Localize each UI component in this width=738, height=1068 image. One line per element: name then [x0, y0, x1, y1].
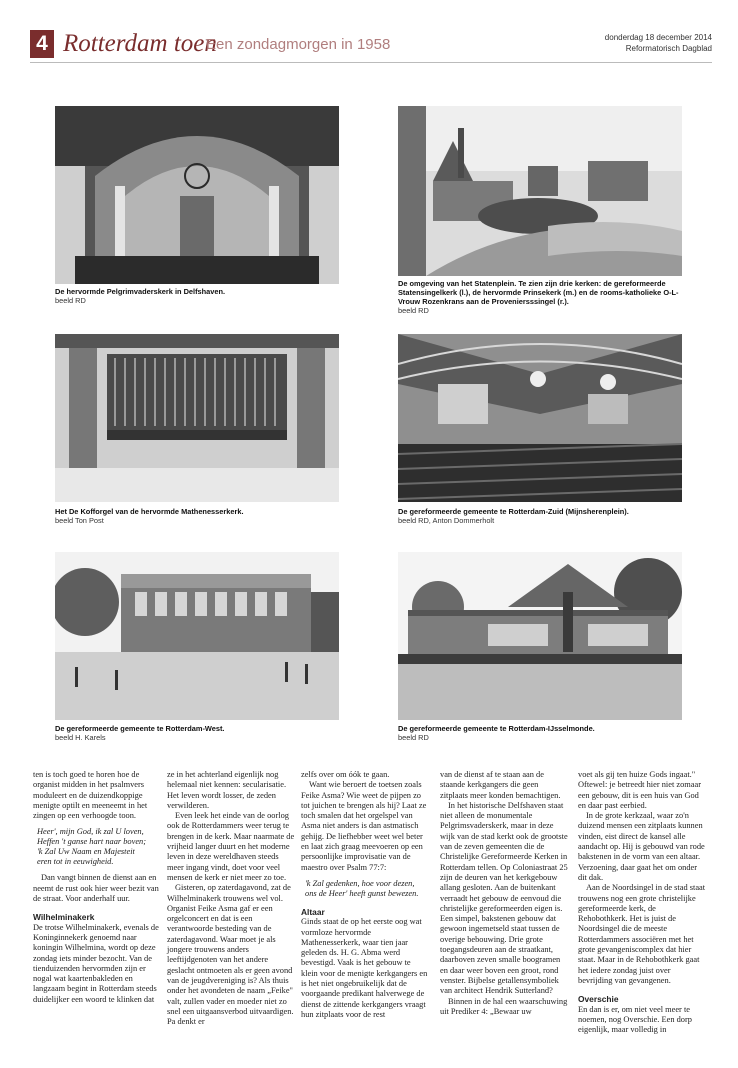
article-paragraph: Aan de Noordsingel in de stad staat trouwens nog een grote christelijke gereformeerde kerk, de Rehobothkerk. Het is juist de Noordsingel die de meeste Rotterdammers associëren met het grote gevangeniscomplex dat hier staat. Maar in de Rehobothkerk gaat het iedere zondag juist over bevrijding van gevangenen.: [578, 883, 706, 985]
quote-line: 'k Zal gedenken, hoe voor dezen,: [305, 878, 415, 888]
caption-text: De omgeving van het Statenplein. Te zien zijn drie kerken: de gereformeerde Statensingelkerk (l.), de hervormde Prinsekerk (m.) en de rooms-katholieke O-L-Vrouw Rozenkrans aan de Proveniersssingel (r.).: [398, 279, 679, 306]
psalm-quote: [305, 879, 429, 899]
caption-text: De gereformeerde gemeente te Rotterdam-Zuid (Mijnsherenplein).: [398, 507, 629, 516]
article-column-4: [440, 770, 568, 1017]
article-column-2: [167, 770, 295, 1027]
article-column-3: [301, 770, 429, 1020]
subheading-overschie: Overschie: [578, 994, 619, 1005]
quote-line: Heer', mijn God, ik zal U loven,: [37, 827, 144, 837]
caption-text: De gereformeerde gemeente te Rotterdam-West.: [55, 724, 225, 733]
photo-rotterdam-ijsselmonde: [398, 552, 682, 720]
quote-line: ons de Heer' heeft gunst bewezen.: [305, 888, 419, 898]
quote-line: eren tot in eeuwigheid.: [37, 857, 114, 867]
article-paragraph: Ginds staat de op het eerste oog wat vormloze hervormde Mathenesserkerk, waar tien jaar geleden ds. H. G. Abma werd bevestigd. Vaak is het gebouw te klein voor de menigte kerkgangers en is het niet ongebruikelijk dat de voorgaande predikant halverwege de dienst de zittende kerkgangers vraagt hun zitplaats voor de rest: [301, 917, 428, 1019]
article-paragraph: Even leek het einde van de oorlog ook de Rotterdammers weer terug te brengen in de kerk. Maar naarmate de vrijheid langer duurt en het moderne leven in deze wereldhaven steeds meer ingang vindt, doet voor veel mensen de kerk er niet meer zo toe.: [167, 811, 295, 882]
article-paragraph: ten is toch goed te horen hoe de organist midden in het psalmvers moduleert en de duizendkoppige menigte optilt en meeneemt in het zingen op een verhoogde toon.: [33, 770, 148, 821]
article-column-5: [578, 770, 706, 1035]
subheading-wilhelminakerk: Wilhelminakerk: [33, 912, 95, 923]
photo-caption-4: [398, 507, 682, 525]
article-paragraph: zelfs over om óók te gaan.: [301, 770, 390, 779]
article-paragraph: En dan is er, om niet veel meer te noemen, nog Overschie. Een dorp eigenlijk, maar volledig in: [578, 1004, 692, 1035]
psalm-quote: [37, 827, 161, 867]
page-number: 4: [30, 30, 54, 58]
photo-caption-3: [55, 507, 339, 525]
photo-rotterdam-zuid: [398, 334, 682, 502]
photo-rotterdam-west: [55, 552, 339, 720]
article-paragraph: ze in het achterland eigenlijk nog helemaal niet kennen: secularisatie. Het leven wordt losser, de zeden verwilderen.: [167, 770, 287, 810]
caption-text: Het De Kofforgel van de hervormde Mathenesserkerk.: [55, 507, 244, 516]
quote-line: 'k Zal Uw Naam en Majesteit: [37, 847, 135, 857]
photo-mathenesserkerk-organ: [55, 334, 339, 502]
article-paragraph: De trotse Wilhelminakerk, evenals de Koninginnekerk genoemd naar koningin Wilhelmina, wordt op deze zondag iets minder bezocht. Van de tienduizenden hervormden zijn er nogal wat kaartenbakleden en langzaam begint in Rotterdam steeds duidelijker een woord te klinken dat: [33, 922, 159, 1004]
photo-credit: beeld RD: [398, 306, 429, 315]
caption-text: De gereformeerde gemeente te Rotterdam-IJsselmonde.: [398, 724, 595, 733]
subheading-altaar: Altaar: [301, 906, 325, 917]
article-paragraph: In de grote kerkzaal, waar zo'n duizend mensen een zitplaats kunnen vinden, eist direct de kansel alle aandacht op. Hij is gebouwd van rode bakstenen in de vorm van een altaar. Verzoening, daar gaat het om onder dit dak.: [578, 811, 705, 882]
article-paragraph: Dan vangt binnen de dienst aan en neemt de rust ook hier weer bezit van de straat. Voor anderhalf uur.: [33, 873, 159, 904]
quote-line: Heffen 't ganse hart naar boven;: [37, 837, 147, 847]
photo-credit: beeld RD: [55, 296, 86, 305]
article-column-1: [33, 770, 161, 1005]
page-header: [30, 28, 712, 62]
publication-date: donderdag 18 december 2014: [604, 33, 712, 42]
article-paragraph: van de dienst af te staan aan de staande kerkgangers die geen zitplaats meer konden bemachtigen.: [440, 770, 561, 800]
section-title: Rotterdam toen: [63, 30, 217, 57]
photo-pelgrimvaderskerk: [55, 106, 339, 284]
photo-caption-6: [398, 724, 682, 742]
section-subtitle: Een zondagmorgen in 1958: [206, 36, 391, 53]
photo-credit: beeld RD, Anton Dommerholt: [398, 516, 495, 525]
photo-credit: beeld H. Karels: [55, 733, 106, 742]
article-paragraph: Want wie beroert de toetsen zoals Feike Asma? Wie weet de pijpen zo tot juichen te brengen als hij? Laat ze toch smalen dat het orgelspel van Asma niet anders is dan astmatisch gehijg. De liefhebber weet wel beter en laat zich graag meevoeren op een persoonlijke improvisatie van de maestro over Psalm 77:7:: [301, 780, 427, 872]
caption-text: De hervormde Pelgrimvaderskerk in Delfshaven.: [55, 287, 226, 296]
header-divider: [30, 62, 712, 63]
photo-caption-2: [398, 279, 688, 315]
photo-caption-1: [55, 287, 339, 305]
photo-credit: beeld Ton Post: [55, 516, 104, 525]
photo-statenplein: [398, 106, 682, 276]
masthead: [605, 32, 712, 54]
newspaper-name: Reformatorisch Dagblad: [625, 44, 712, 53]
article-paragraph: Binnen in de hal een waarschuwing uit Prediker 4: „Bewaar uw: [440, 996, 568, 1016]
article-paragraph: voet als gij ten huize Gods ingaat." Oftewel: je betreedt hier niet zomaar een gebouw, dit is een huis van God en daar past eerbied.: [578, 770, 702, 810]
article-paragraph: In het historische Delfshaven staat niet alleen de monumentale Pelgrimsvaderskerk, maar in deze wijk van de stad kerkt ook de grootste van de zeven gemeenten die de Christelijke Gereformeerde Kerken in Rotterdam tellen. Op Coloniastraat 25 zijn de deuren van het kerkgebouw allang gesloten. Aan de buitenkant verraadt het gebouw de eenvoud die christelijke gereformeerden eigen is. Een simpel, bakstenen gebouw dat gewoon ingemetseld staat tussen de overige bebouwing. Drie grote toegangsdeuren aan de straatkant, daarboven zeven smalle boogramen en daar weer boven een groot, rond venster. Bijbelse getallensymboliek van architect Hendrik Sutterland?: [440, 800, 568, 996]
photo-caption-5: [55, 724, 339, 742]
article-paragraph: Gisteren, op zaterdagavond, zat de Wilhelminakerk trouwens wel vol. Organist Feike Asma gaf er een orgelconcert en dat is een verantwoorde besteding van de zaterdagavond. Waar moet je als jongere trouwens anders leeftijdgenoten van het andere geslacht ontmoeten als er geen avond van de jeugdvereniging is? Als thuis onder het avondeten de naam „Feike" valt, zullen vader en moeder niet zo snel een uitgaansverbod uitvaardigen. Pa denkt er: [167, 883, 294, 1027]
photo-credit: beeld RD: [398, 733, 429, 742]
